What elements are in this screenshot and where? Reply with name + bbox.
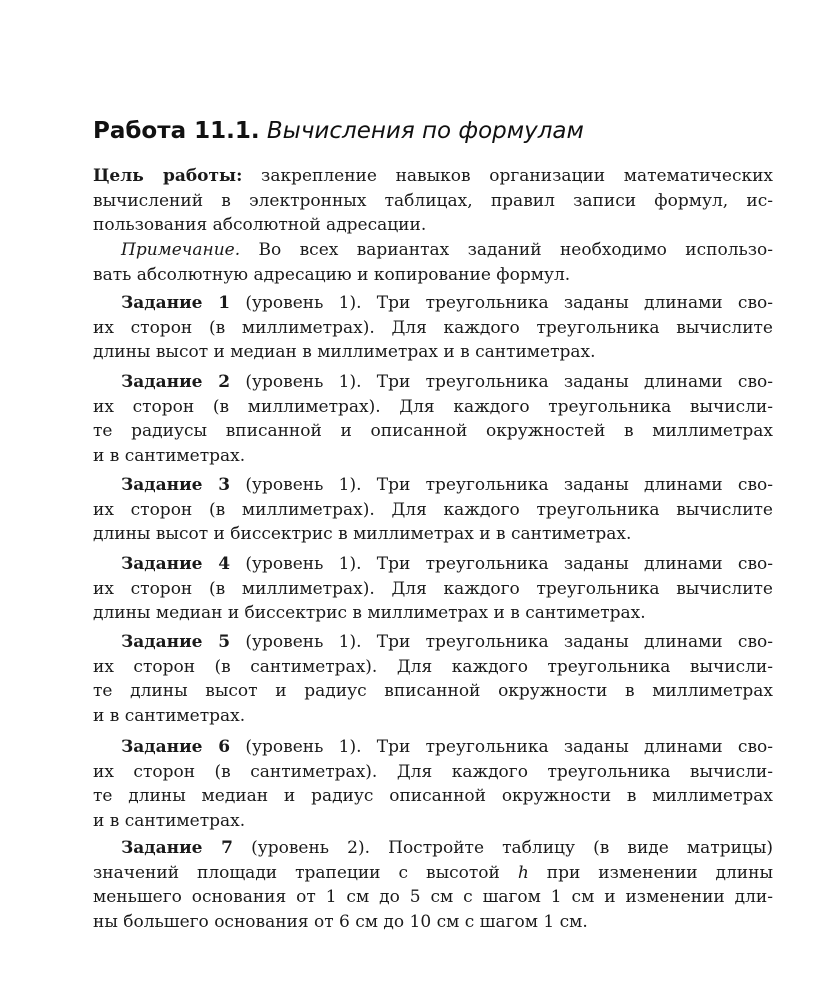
goal-label: Цель работы:: [93, 166, 243, 186]
note-label: Примечание.: [121, 240, 241, 260]
work-title: [93, 117, 584, 145]
task-4-label: Задание 4: [121, 554, 231, 574]
task-2-label: Задание 2: [121, 372, 231, 392]
task-6-label: Задание 6: [121, 737, 231, 757]
work-name: Вычисления по формулам: [266, 118, 584, 144]
task-5-paragraph: Задание 5 (уровень 1). Три треугольника заданы длинами сво- их сторон (в сантиметрах). Для каждого треугольника вычисли- те длины высот и радиус вписанной окружности в миллиметрах и в сантиметрах.: [93, 632, 773, 726]
work-number: Работа 11.1.: [93, 118, 260, 144]
task-1-paragraph: Задание 1 (уровень 1). Три треугольника заданы длинами сво- их сторон (в миллиметрах). Для каждого треугольника вычислите длины высот и медиан в миллиметрах и в сантиметрах.: [93, 293, 773, 362]
task-3-label: Задание 3: [121, 475, 231, 495]
task-2-paragraph: Задание 2 (уровень 1). Три треугольника заданы длинами сво- их сторон (в миллиметрах). Для каждого треугольника вычисли- те радиусы вписанной и описанной окружностей в миллиметрах и в сантиметрах.: [93, 372, 773, 466]
task-3-paragraph: Задание 3 (уровень 1). Три треугольника заданы длинами сво- их сторон (в миллиметрах). Для каждого треугольника вычислите длины высот и биссектрис в миллиметрах и в сантиметрах.: [93, 475, 773, 544]
goal-paragraph: Цель работы: закрепление навыков организации математических вычислений в электронных таблицах, правил записи формул, ис- пользования абсолютной адресации.: [93, 166, 774, 235]
task-5-label: Задание 5: [121, 632, 231, 652]
note-paragraph: Примечание. Во всех вариантах заданий необходимо использо- вать абсолютную адресацию и копирование формул.: [93, 240, 773, 285]
task-4-paragraph: Задание 4 (уровень 1). Три треугольника заданы длинами сво- их сторон (в миллиметрах). Для каждого треугольника вычислите длины медиан и биссектрис в миллиметрах и в сантиметрах.: [93, 554, 773, 623]
task-6-paragraph: Задание 6 (уровень 1). Три треугольника заданы длинами сво- их сторон (в сантиметрах). Для каждого треугольника вычисли- те длины медиан и радиус описанной окружности в миллиметрах и в сантиметрах.: [93, 737, 773, 831]
task-7-label: Задание 7: [121, 838, 233, 858]
height-variable: h: [517, 862, 529, 883]
task-1-label: Задание 1: [121, 293, 231, 313]
task-7-paragraph: Задание 7 (уровень 2). Постройте таблицу (в виде матрицы) значений площади трапеции с высотой h при изменении длины меньшего основания от 1 см до 5 см с шагом 1 см и изменении дли- ны большего основания от 6 см до 10 см с шагом 1 см.: [93, 838, 774, 932]
